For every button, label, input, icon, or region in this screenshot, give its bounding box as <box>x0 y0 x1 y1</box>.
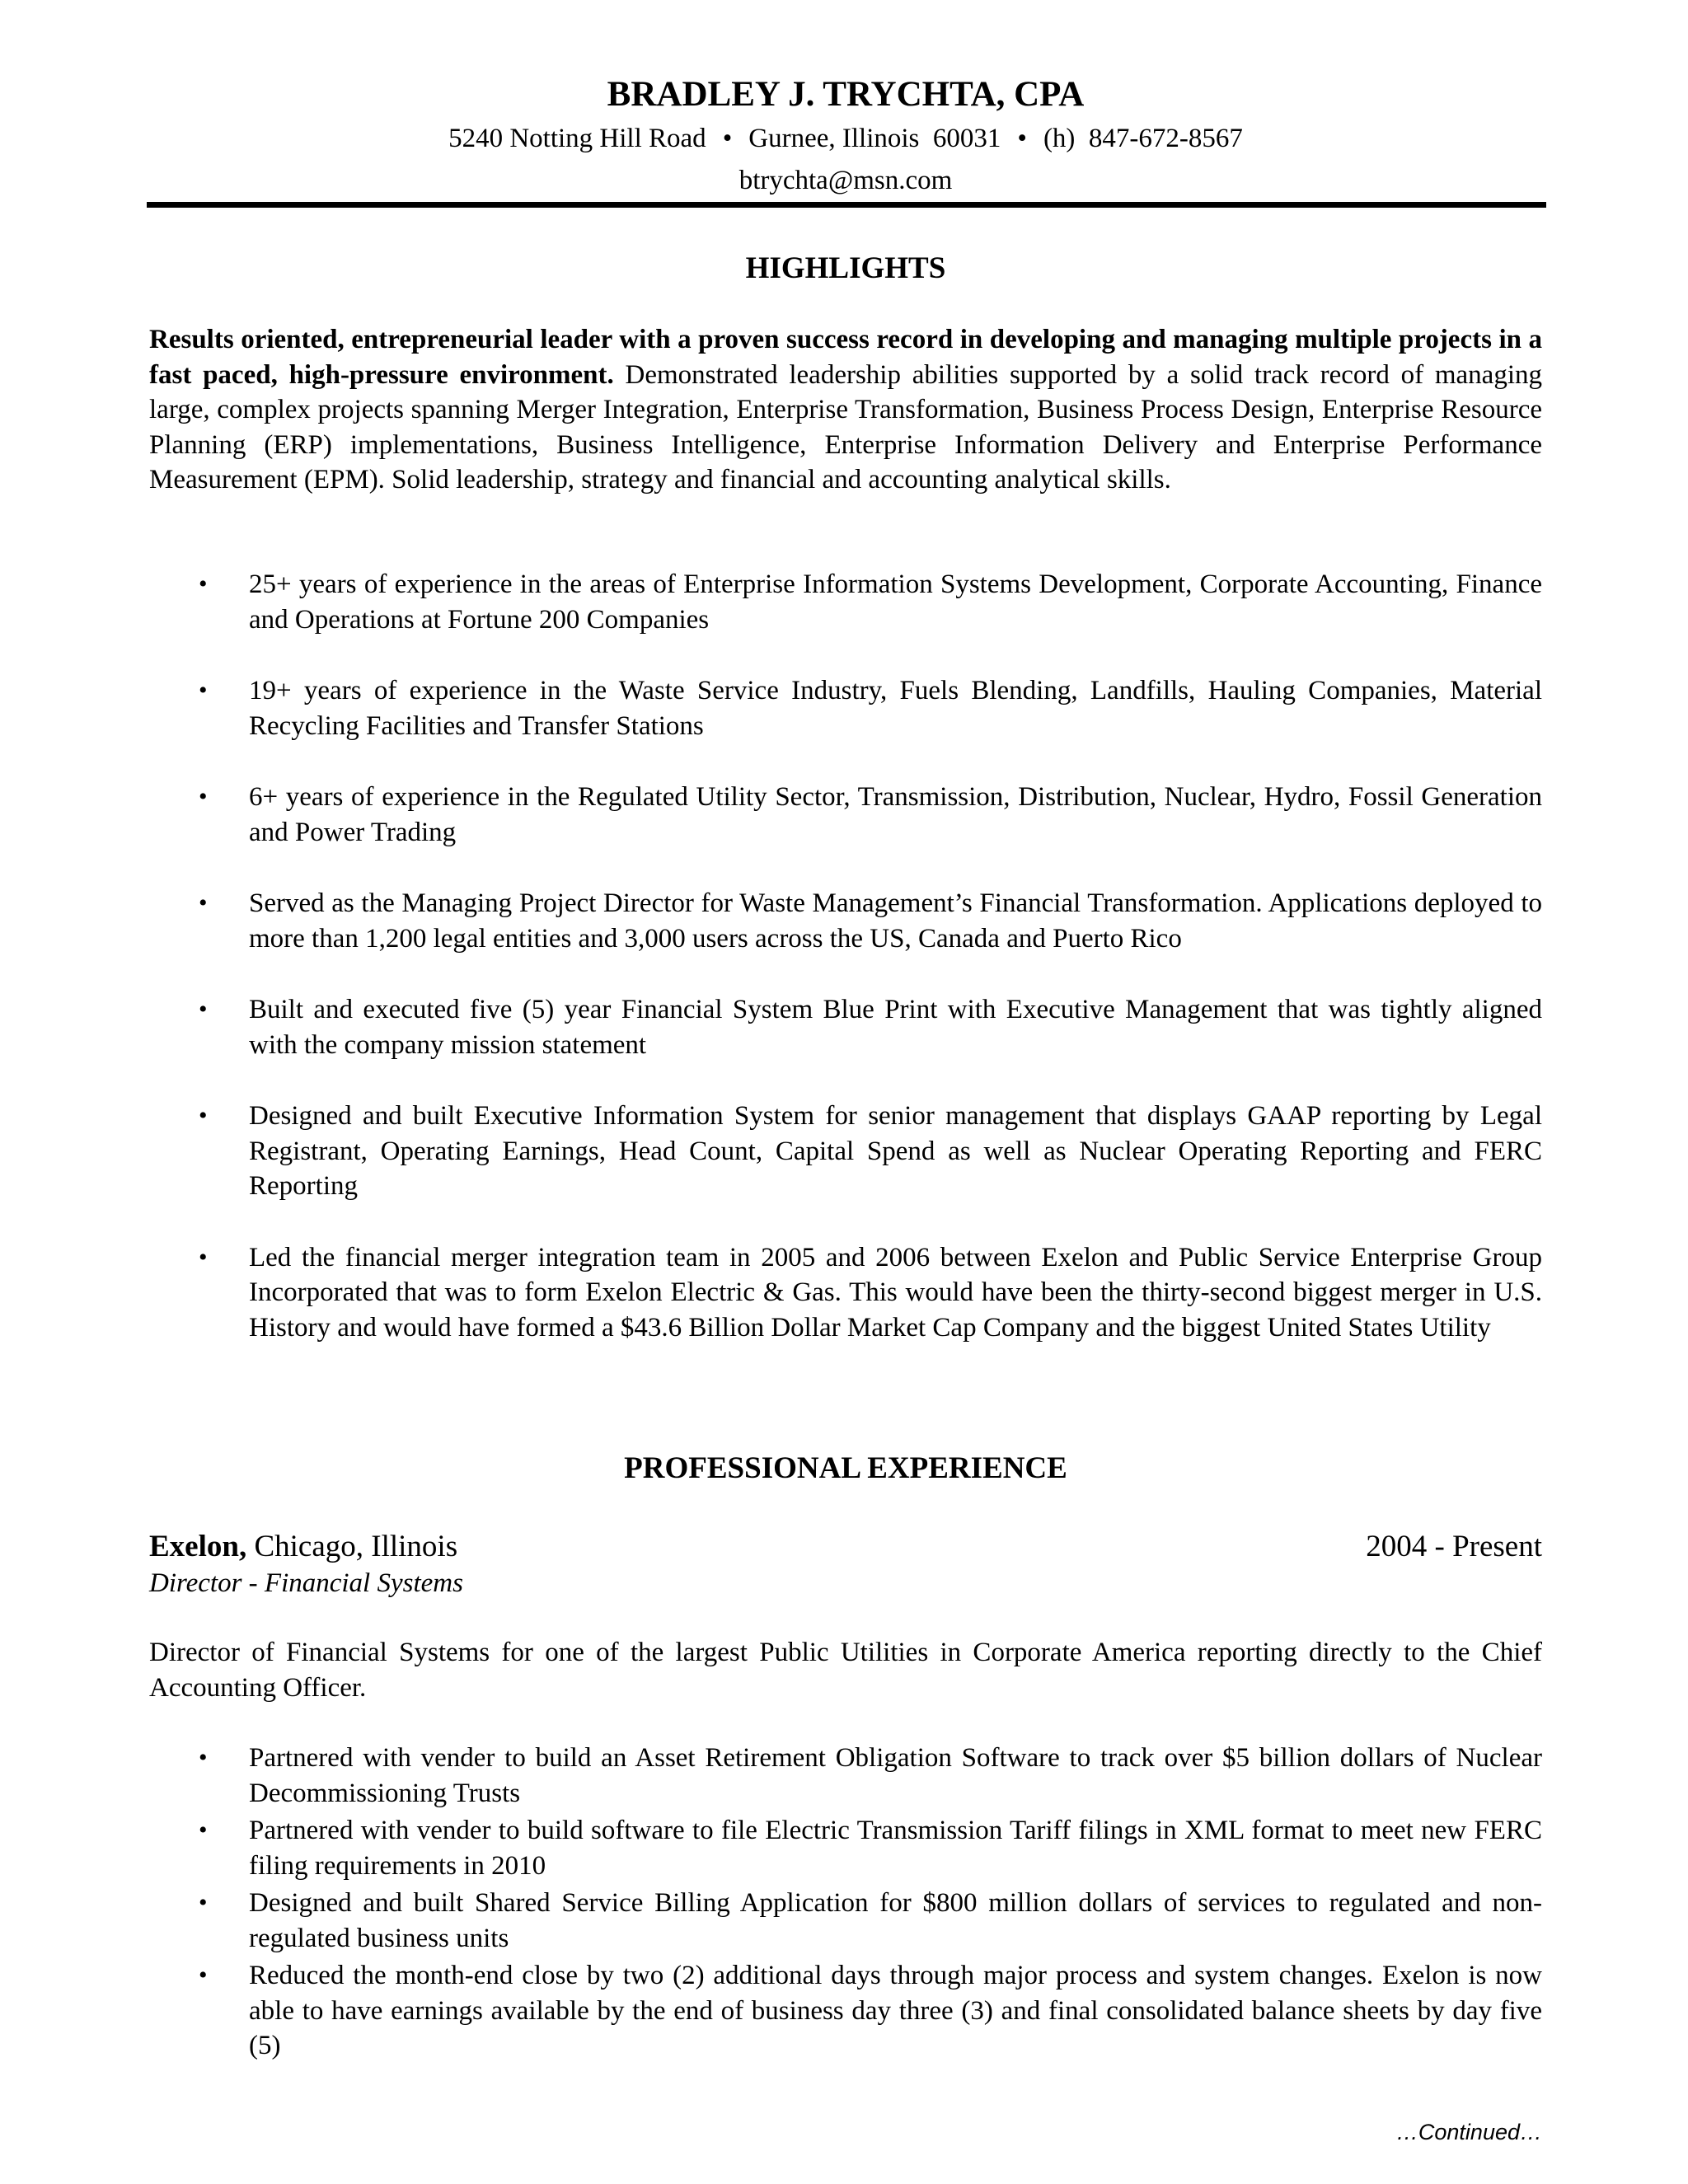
street-address: 5240 Notting Hill Road <box>448 124 706 153</box>
list-item-text: Served as the Managing Project Director for Waste Management’s Financial Transformation. Applications deployed to more than 1,200 legal entities and 3,000 users across the US, Canada and Puerto Rico <box>249 888 1542 954</box>
bullet-icon: • <box>199 1744 208 1771</box>
job-description: Director of Financial Systems for one of the largest Public Utilities in Corporate America reporting directly to the Chief Accounting Officer. <box>149 1638 1542 1703</box>
city-state-zip: Gurnee, Illinois 60031 <box>748 124 1001 153</box>
phone-number: (h) 847-672-8567 <box>1043 124 1243 153</box>
list-item <box>149 1741 1542 1811</box>
bullet-separator: • <box>722 124 733 153</box>
bullet-separator: • <box>1017 124 1027 153</box>
summary-body: Demonstrated leadership abilities supported by a solid track record of managing large, complex projects spanning Merger Integration, Enterprise Transformation, Business Process Design, Enterprise Resource Planning (ERP) implementations, Business Intelligence, Enterprise Information Delivery and Enterprise Performance Measurement (EPM). Solid leadership, strategy and financial and accounting analytical skills. <box>149 359 1542 494</box>
list-item <box>149 780 1542 850</box>
highlights-summary <box>149 322 1542 498</box>
highlights-heading: HIGHLIGHTS <box>745 251 946 285</box>
bullet-icon: • <box>199 1816 208 1844</box>
list-item <box>149 673 1542 743</box>
header-divider <box>147 202 1546 208</box>
list-item <box>149 1958 1542 2064</box>
contact-line <box>149 120 1542 157</box>
bullet-icon: • <box>199 996 208 1023</box>
company-name: Exelon, <box>149 1530 247 1563</box>
bullet-icon: • <box>199 889 208 916</box>
bullet-icon: • <box>199 570 208 598</box>
bullet-icon: • <box>199 1889 208 1916</box>
list-item-text: Designed and built Shared Service Billing Application for $800 million dollars of services to regulated and non-regulated business units <box>249 1888 1542 1953</box>
list-item <box>149 1240 1542 1346</box>
highlights-list <box>149 567 1542 1381</box>
list-item-text: Built and executed five (5) year Financial System Blue Print with Executive Management that was tightly aligned with the company mission statement <box>249 995 1542 1060</box>
list-item-text: Designed and built Executive Information System for senior management that displays GAAP reporting by Legal Registrant, Operating Earnings, Head Count, Capital Spend as well as Nuclear Operating Reporting and FERC Reporting <box>249 1101 1542 1201</box>
job-title: Director - Financial Systems <box>149 1568 463 1598</box>
list-item-text: Partnered with vender to build an Asset Retirement Obligation Software to track over $5 billion dollars of Nuclear Decommissioning Trusts <box>249 1743 1542 1808</box>
list-item <box>149 1813 1542 1883</box>
list-item-text: 25+ years of experience in the areas of Enterprise Information Systems Development, Corporate Accounting, Finance and Operations at Fortune 200 Companies <box>249 569 1542 635</box>
list-item-text: Partnered with vender to build software to file Electric Transmission Tariff filings in XML format to meet new FERC filing requirements in 2010 <box>249 1816 1542 1881</box>
experience-heading: PROFESSIONAL EXPERIENCE <box>624 1451 1067 1485</box>
bullet-icon: • <box>199 1961 208 1989</box>
email-address: btrychta@msn.com <box>738 166 953 195</box>
list-item-text: 6+ years of experience in the Regulated Utility Sector, Transmission, Distribution, Nuclear, Hydro, Fossil Generation and Power Trading <box>249 782 1542 847</box>
continued-note: …Continued… <box>1395 2120 1542 2144</box>
list-item-text: 19+ years of experience in the Waste Service Industry, Fuels Blending, Landfills, Hauling Companies, Material Recycling Facilities and Transfer Stations <box>249 676 1542 741</box>
bullet-icon: • <box>199 783 208 810</box>
job-accomplishments <box>149 1741 1542 2066</box>
summary-lead: Results oriented, entrepreneurial leader with a proven success record in developing and managing multiple projects in a fast paced, high-pressure environment. <box>149 325 1542 390</box>
list-item-text: Led the financial merger integration team in 2005 and 2006 between Exelon and Public Service Enterprise Group Incorporated that was to form Exelon Electric & Gas. This would have been the thirty-second biggest merger in U.S. History and would have formed a $43.6 Billion Dollar Market Cap Company and the biggest United States Utility <box>249 1242 1542 1343</box>
list-item <box>149 1099 1542 1204</box>
list-item <box>149 992 1542 1062</box>
list-item-text: Reduced the month-end close by two (2) additional days through major process and system changes. Exelon is now able to have earnings available by the end of business day three (3) and final consolidated balance sheets by day five (5) <box>249 1961 1542 2060</box>
bullet-icon: • <box>199 1243 208 1271</box>
list-item <box>149 886 1542 956</box>
job-header <box>149 1527 1542 1567</box>
bullet-icon: • <box>199 677 208 704</box>
company-location: Chicago, Illinois <box>246 1530 458 1563</box>
list-item <box>149 1886 1542 1956</box>
list-item <box>149 567 1542 637</box>
candidate-name: BRADLEY J. TRYCHTA, CPA <box>607 75 1085 114</box>
job-dates: 2004 - Present <box>1366 1530 1542 1563</box>
bullet-icon: • <box>199 1102 208 1129</box>
